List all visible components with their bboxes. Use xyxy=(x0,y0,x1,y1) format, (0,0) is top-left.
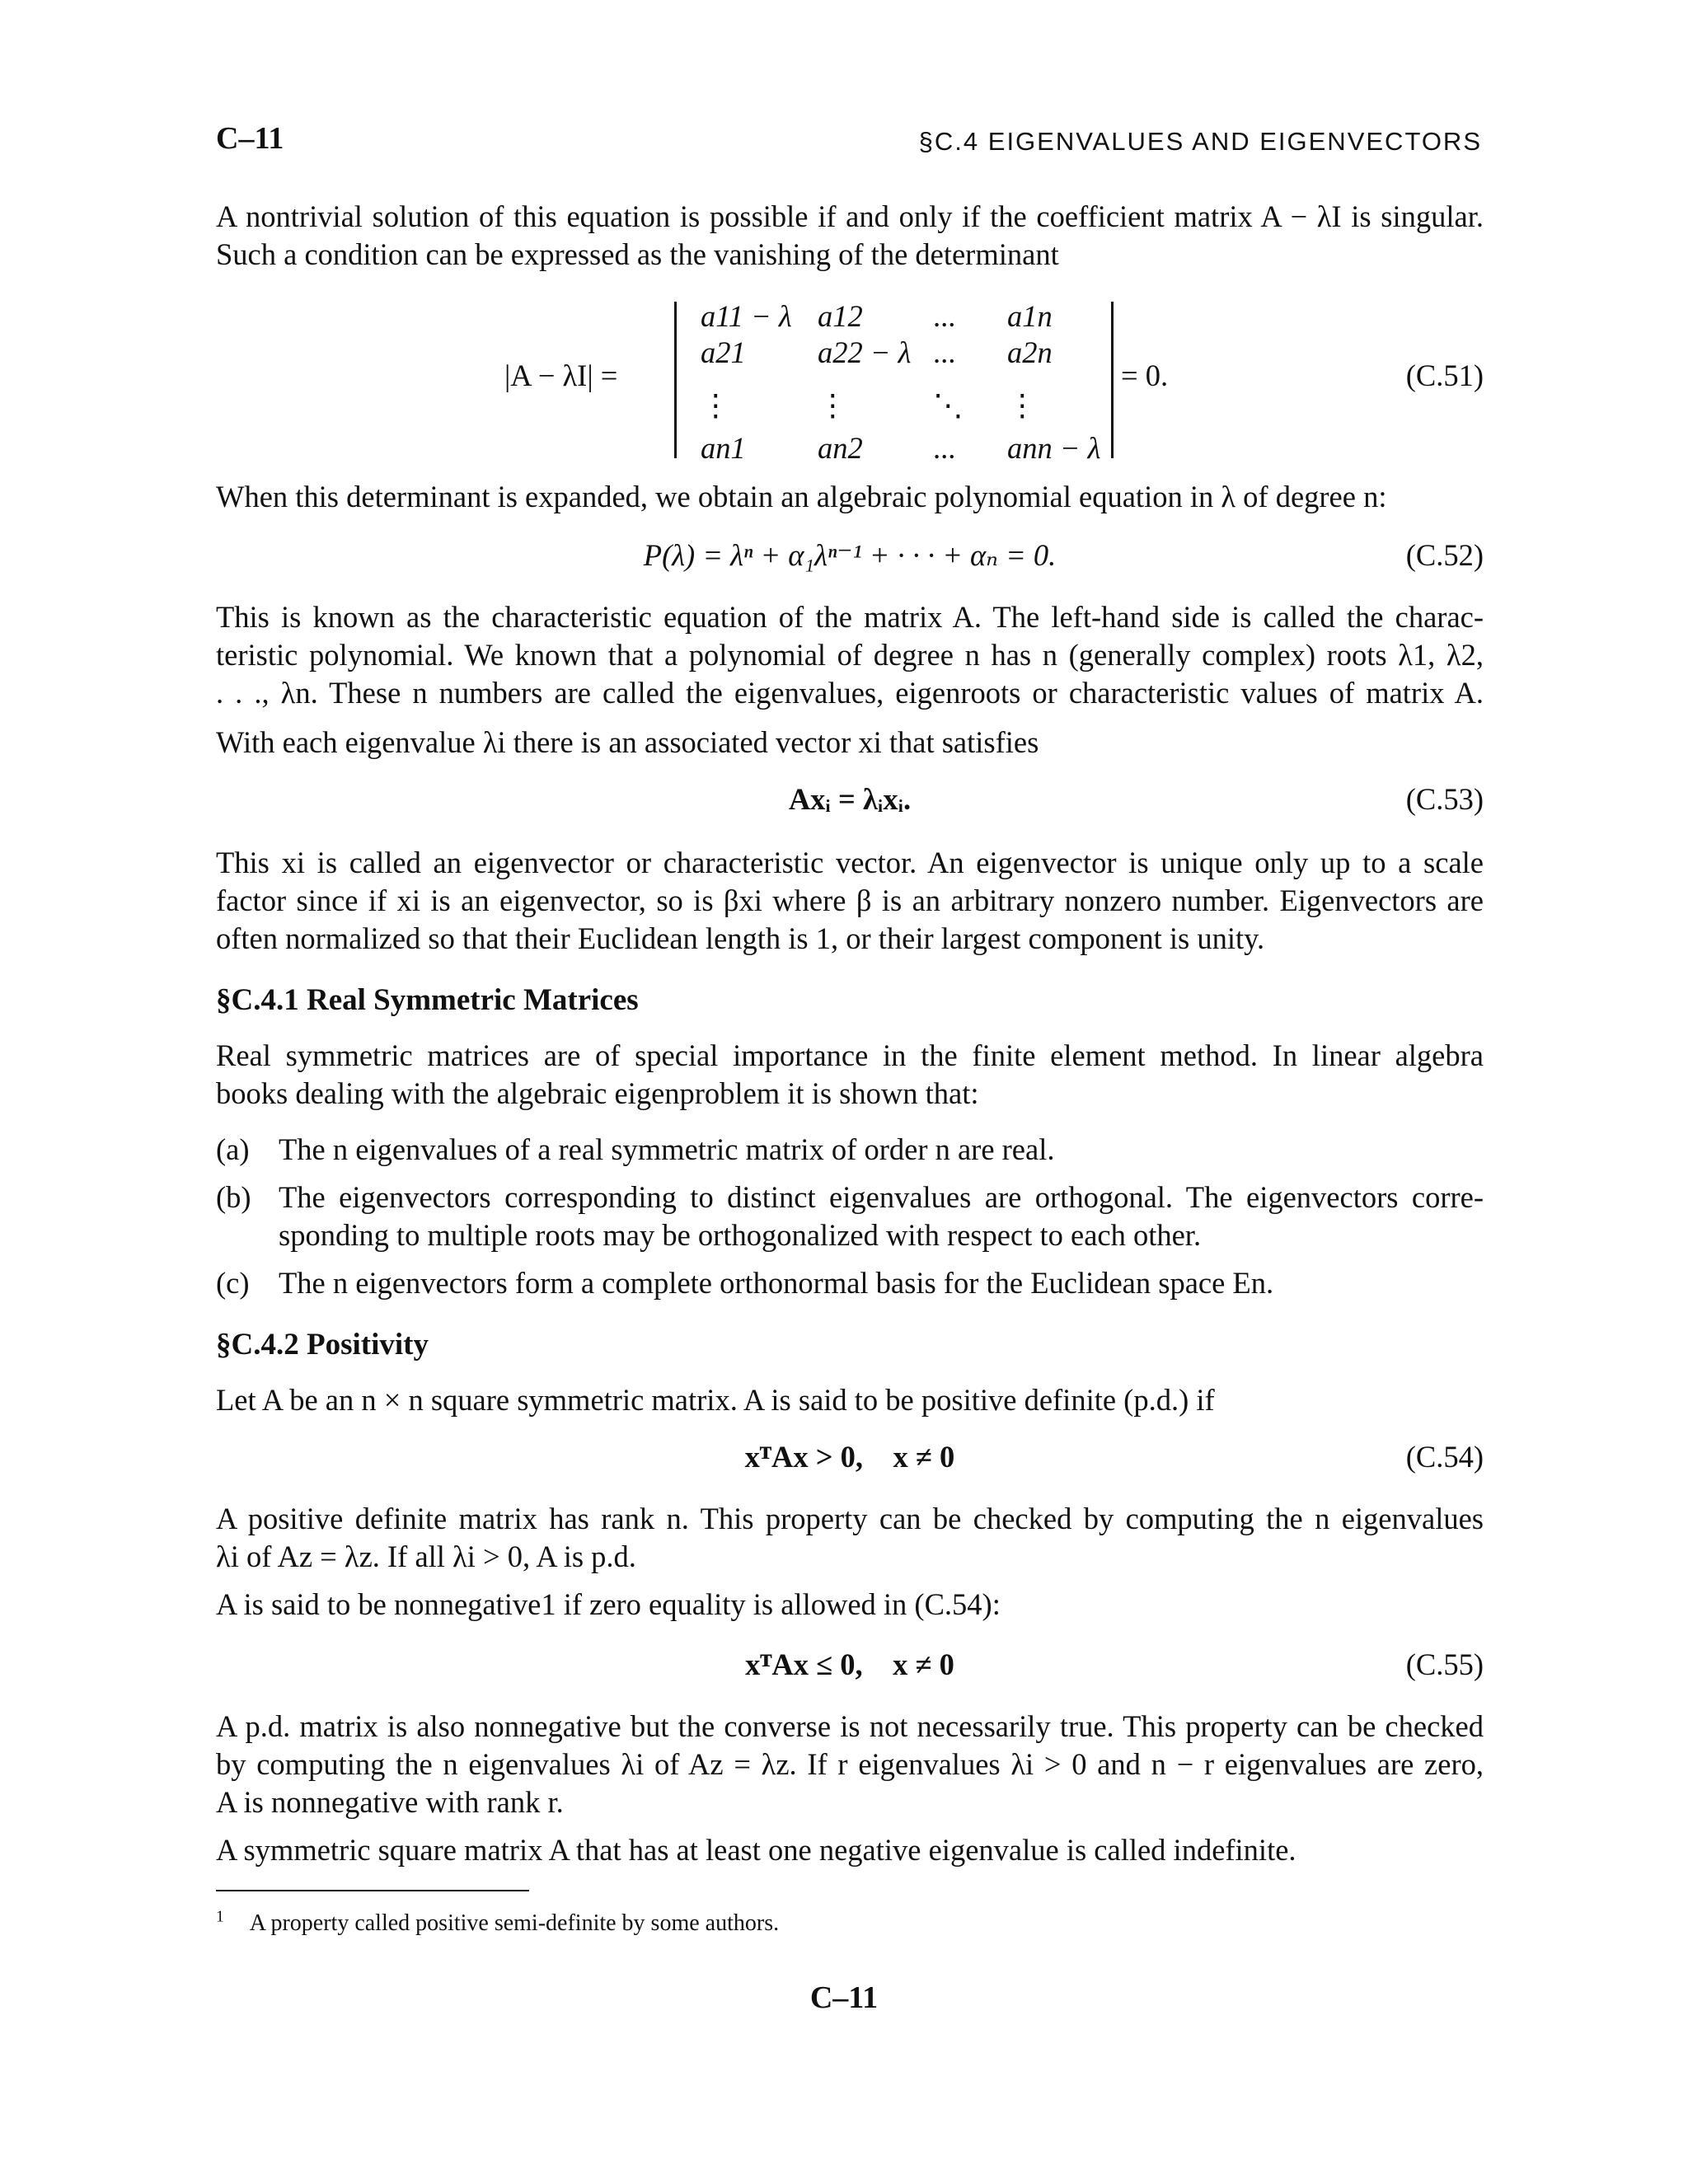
list-item-label: (a) xyxy=(216,1132,250,1166)
paragraph-singular-condition xyxy=(216,198,1484,274)
equation-number-c53: (C.53) xyxy=(1405,782,1484,816)
determinant-cell: a21 xyxy=(701,335,746,369)
determinant-cell: an2 xyxy=(818,431,863,465)
equation-c55-body: xᵀAx ≤ 0, x ≠ 0 xyxy=(745,1647,954,1681)
p1-line2: Such a condition can be expressed as the vanishing of the determinant xyxy=(216,237,1059,271)
list-item-label: (c) xyxy=(216,1266,250,1300)
footnote-marker: 1 xyxy=(216,1908,224,1926)
paragraph-converse xyxy=(216,1708,1484,1821)
determinant-cell: ... xyxy=(933,335,956,369)
equation-number-c52: (C.52) xyxy=(1405,538,1484,572)
list-item-b-line1: The eigenvectors corresponding to distinct eigenvalues are orthogonal. The eigenvectors corre- xyxy=(279,1180,1484,1214)
paragraph-indefinite: A symmetric square matrix A that has at least one negative eigenvalue is called indefinite. xyxy=(216,1833,1296,1867)
equation-c53-body: Axᵢ = λᵢxᵢ. xyxy=(788,782,912,816)
equation-c51-determinant xyxy=(216,298,1484,465)
paragraph-real-symmetric xyxy=(216,1037,1484,1113)
equation-number-c55: (C.55) xyxy=(1405,1647,1484,1681)
equation-number-c51: (C.51) xyxy=(1405,359,1484,392)
paragraph-characteristic-equation xyxy=(216,598,1484,712)
equation-c53 xyxy=(216,781,1484,831)
list-item-b xyxy=(216,1179,1484,1254)
p6-line2: books dealing with the algebraic eigenproblem it is shown that: xyxy=(216,1076,979,1110)
p10-line2: by computing the n eigenvalues λi of Az = λz. If r eigenvalues λi > 0 and n − r eigenvalues are zero, xyxy=(216,1747,1484,1781)
footnote-text: A property called positive semi-definite by some authors. xyxy=(249,1910,780,1936)
determinant-rhs: = 0. xyxy=(1121,359,1169,392)
p5-line3: often normalized so that their Euclidean length is 1, or their largest component is unity. xyxy=(216,921,1265,955)
p3-line2: teristic polynomial. We known that a polynomial of degree n has n (generally complex) roots λ1, λ2, xyxy=(216,638,1484,672)
footnote-rule xyxy=(216,1890,529,1891)
paragraph-nonnegative: A is said to be nonnegative1 if zero equality is allowed in (C.54): xyxy=(216,1587,1001,1621)
list-item-label: (b) xyxy=(216,1180,251,1214)
section-heading-positivity: §C.4.2 Positivity xyxy=(216,1328,429,1361)
p8-line1: A positive definite matrix has rank n. This property can be checked by computing the n eigenvalues xyxy=(216,1502,1484,1535)
determinant-cell: a2n xyxy=(1007,335,1053,369)
determinant-cell: ⋮ xyxy=(701,388,731,422)
list-item-text xyxy=(279,1179,1484,1254)
determinant-left-bar xyxy=(674,302,677,458)
p10-line3: A is nonnegative with rank r. xyxy=(216,1785,564,1819)
p5-line1: This xi is called an eigenvector or characteristic vector. An eigenvector is unique only up to a scale xyxy=(216,846,1484,879)
paragraph-eigenvector xyxy=(216,844,1484,958)
determinant-cell: a11 − λ xyxy=(701,299,792,333)
determinant-cell: a12 xyxy=(818,299,863,333)
equation-c52 xyxy=(216,537,1484,587)
determinant-lhs: |A − λI| = xyxy=(504,359,618,392)
determinant-cell: an1 xyxy=(701,431,746,465)
header-section-title: §C.4 EIGENVALUES AND EIGENVECTORS xyxy=(918,127,1482,156)
paragraph-associated-vector: With each eigenvalue λi there is an associated vector xi that satisfies xyxy=(216,725,1039,759)
p5-line2: factor since if xi is an eigenvector, so is βxi where β is an arbitrary nonzero number. Eigenvectors are xyxy=(216,883,1484,917)
equation-c54 xyxy=(216,1439,1484,1488)
p10-line1: A p.d. matrix is also nonnegative but the converse is not necessarily true. This property can be checked xyxy=(216,1709,1484,1743)
determinant-cell: ... xyxy=(933,299,956,333)
p6-line1: Real symmetric matrices are of special importance in the finite element method. In linear algebra xyxy=(216,1038,1484,1072)
footer-page-label: C–11 xyxy=(809,1980,879,2015)
list-item-b-line2: sponding to multiple roots may be orthogonalized with respect to each other. xyxy=(279,1218,1202,1252)
determinant-cell: ⋮ xyxy=(818,388,848,422)
determinant-cell: ⋱ xyxy=(933,388,964,422)
determinant-right-bar xyxy=(1111,302,1114,458)
list-item-text: The n eigenvalues of a real symmetric matrix of order n are real. xyxy=(279,1132,1055,1166)
equation-c54-body: xᵀAx > 0, x ≠ 0 xyxy=(744,1440,955,1474)
determinant-cell: ⋮ xyxy=(1007,388,1038,422)
determinant-cell: ... xyxy=(933,431,956,465)
paragraph-polynomial: When this determinant is expanded, we obtain an algebraic polynomial equation in λ of degree n: xyxy=(216,480,1387,513)
paragraph-positive-definite: Let A be an n × n square symmetric matrix. A is said to be positive definite (p.d.) if xyxy=(216,1383,1215,1417)
footnote xyxy=(216,1910,779,1937)
paragraph-rank xyxy=(216,1500,1484,1576)
equation-c52-body: P(λ) = λⁿ + α₁λⁿ⁻¹ + · · · + αₙ = 0. xyxy=(643,538,1057,572)
determinant-cell: ann − λ xyxy=(1007,431,1101,465)
section-heading-real-symmetric: §C.4.1 Real Symmetric Matrices xyxy=(216,983,639,1017)
p8-line2: λi of Az = λz. If all λi > 0, A is p.d. xyxy=(216,1540,636,1573)
p1-line1: A nontrivial solution of this equation is possible if and only if the coefficient matrix A − λI is singular. xyxy=(216,199,1484,233)
equation-c55 xyxy=(216,1647,1484,1696)
determinant-cell: a1n xyxy=(1007,299,1053,333)
equation-number-c54: (C.54) xyxy=(1405,1440,1484,1474)
determinant-cell: a22 − λ xyxy=(818,335,912,369)
p3-line1: This is known as the characteristic equation of the matrix A. The left-hand side is called the charac- xyxy=(216,600,1484,634)
header-page-label: C–11 xyxy=(216,121,284,156)
list-item-text: The n eigenvectors form a complete orthonormal basis for the Euclidean space En. xyxy=(279,1266,1274,1300)
p3-line3: . . ., λn. These n numbers are called the eigenvalues, eigenroots or characteristic values of matrix A. xyxy=(216,676,1484,710)
